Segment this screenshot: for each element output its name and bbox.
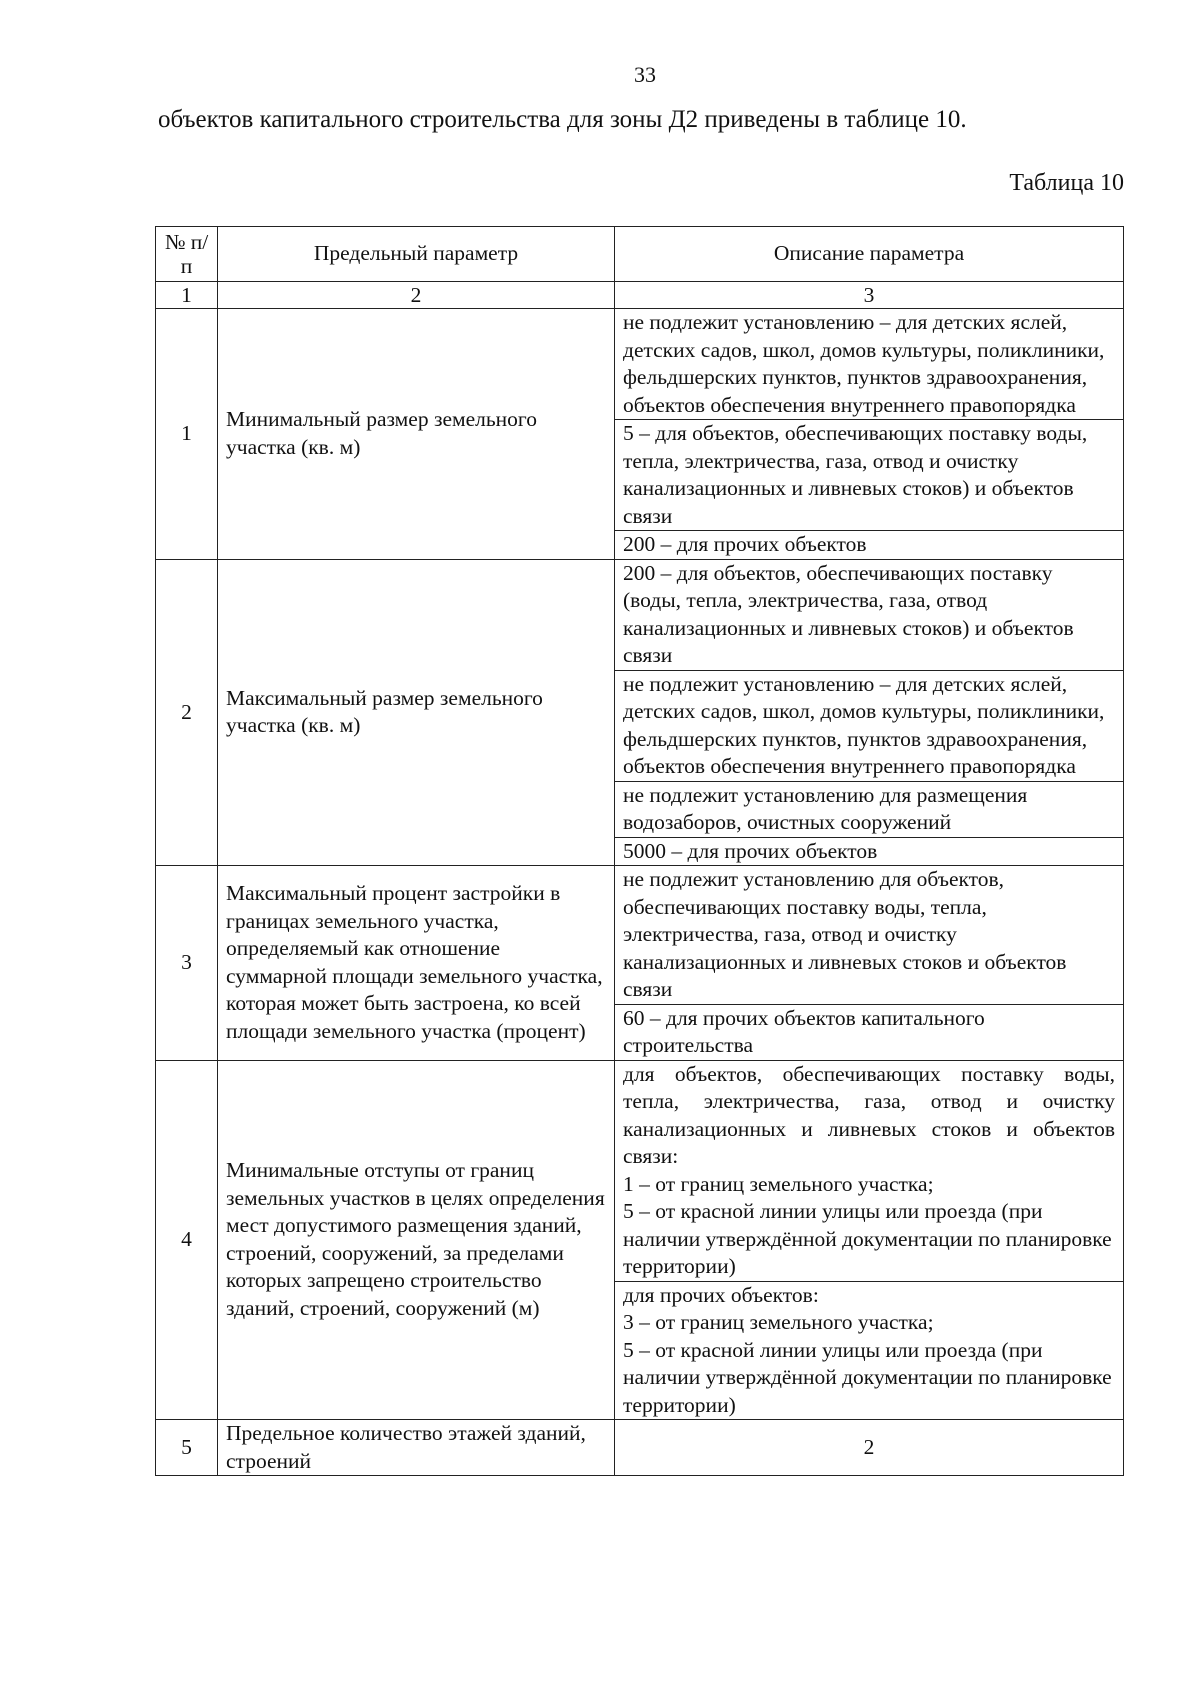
description-cell: 200 – для прочих объектов (615, 531, 1124, 560)
header-desc-cell: Описание параметра (615, 227, 1124, 282)
column-number-cell: 3 (615, 282, 1124, 309)
table-row (156, 559, 1124, 670)
table-row (156, 866, 1124, 1005)
description-line: 5 – от красной линии улицы или проезда (при наличии утверждённой документации по планировке территории) (623, 1199, 1112, 1278)
table-row (156, 1060, 1124, 1281)
param-cell: Максимальный процент застройки в границах земельного участка, определяемый как отношение суммарной площади земельного участка, которая может быть застроена, ко всей площади земельного участка (процент) (218, 866, 615, 1061)
description-line: 1 – от границ земельного участка; (623, 1171, 934, 1196)
header-param-cell: Предельный параметр (218, 227, 615, 282)
description-lead: для прочих объектов: (623, 1282, 819, 1307)
row-number-cell: 2 (156, 559, 218, 866)
description-cell (615, 1281, 1124, 1420)
column-number-row (156, 282, 1124, 309)
column-number-cell: 1 (156, 282, 218, 309)
param-cell: Минимальные отступы от границ земельных участков в целях определения мест допустимого размещения зданий, строений, сооружений, за пределами которых запрещено строительство зданий, строений, сооружений (м) (218, 1060, 615, 1420)
description-cell: 60 – для прочих объектов капитального строительства (615, 1004, 1124, 1060)
table-row (156, 1420, 1124, 1476)
description-cell: не подлежит установлению – для детских яслей, детских садов, школ, домов культуры, поликлиники, фельдшерских пунктов, пунктов здравоохранения, объектов обеспечения внутреннего правопорядка (615, 670, 1124, 781)
row-number-cell: 3 (156, 866, 218, 1061)
param-cell: Минимальный размер земельного участка (кв. м) (218, 309, 615, 560)
description-cell: не подлежит установлению – для детских яслей, детских садов, школ, домов культуры, поликлиники, фельдшерских пунктов, пунктов здравоохранения, объектов обеспечения внутреннего правопорядка (615, 309, 1124, 420)
value-cell: 2 (615, 1420, 1124, 1476)
description-cell: 5000 – для прочих объектов (615, 837, 1124, 866)
description-lead: для объектов, обеспечивающих поставку воды, тепла, электричества, газа, отвод и очистку канализационных и ливневых стоков и объектов связи: (623, 1061, 1115, 1168)
column-number-cell: 2 (218, 282, 615, 309)
table-header-row (156, 227, 1124, 282)
table-caption: Таблица 10 (1009, 170, 1124, 196)
description-cell: 5 – для объектов, обеспечивающих поставку воды, тепла, электричества, газа, отвод и очистку канализационных и ливневых стоков) и объектов связи (615, 420, 1124, 531)
description-cell: не подлежит установлению для объектов, обеспечивающих поставку воды, тепла, электричества, газа, отвод и очистку канализационных и ливневых стоков и объектов связи (615, 866, 1124, 1005)
description-line: 5 – от красной линии улицы или проезда (при наличии утверждённой документации по планировке территории) (623, 1337, 1112, 1417)
header-number-cell: № п/п (156, 227, 218, 282)
row-number-cell: 4 (156, 1060, 218, 1420)
table-row (156, 309, 1124, 420)
page-number: 33 (634, 62, 656, 87)
row-number-cell: 5 (156, 1420, 218, 1476)
description-cell: 200 – для объектов, обеспечивающих поставку (воды, тепла, электричества, газа, отвод канализационных и ливневых стоков) и объектов связи (615, 559, 1124, 670)
param-cell: Предельное количество этажей зданий, строений (218, 1420, 615, 1476)
description-cell: не подлежит установлению для размещения водозаборов, очистных сооружений (615, 781, 1124, 837)
description-cell (615, 1060, 1124, 1281)
parameters-table (155, 226, 1124, 1476)
description-line: 3 – от границ земельного участка; (623, 1310, 934, 1334)
intro-text: объектов капитального строительства для зоны Д2 приведены в таблице 10. (158, 106, 967, 133)
row-number-cell: 1 (156, 309, 218, 560)
param-cell: Максимальный размер земельного участка (кв. м) (218, 559, 615, 866)
